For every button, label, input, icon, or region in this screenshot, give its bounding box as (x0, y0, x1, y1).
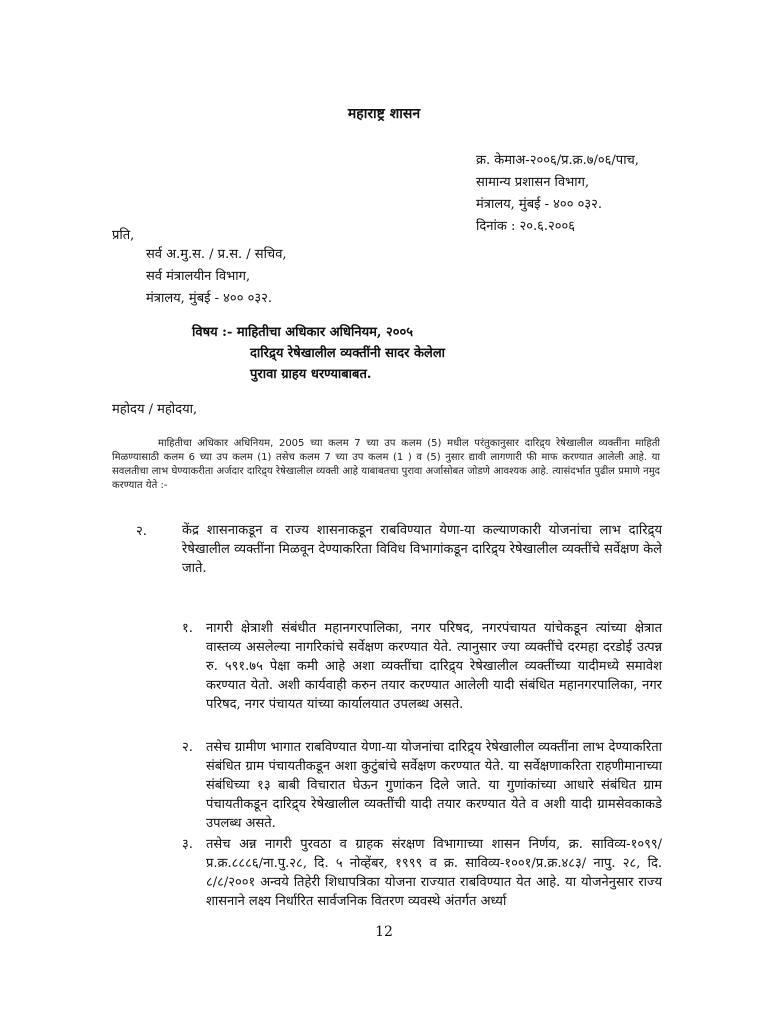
recipient-address (146, 244, 287, 310)
list-item-number: ३. (182, 837, 193, 852)
list-item-number: १. (182, 621, 193, 636)
list-item (182, 619, 662, 714)
intro-paragraph: माहितीचा अधिकार अधिनियम, 2005 च्या कलम 7 च्या उप कलम (5) मधील परंतुकानुसार दारिद्र्य रेषेखालील व्यक्तींना माहिती मिळण्यासाठी कलम 6 च्या उप कलम (1) तसेच कलम 7 च्या उप कलम (1 ) व (5) नुसार द्यावी लागणारी फी माफ करण्यात आलेली आहे. या सवलतीचा लाभ घेण्याकरीता अर्जदार दारिद्र्य रेषेखालील व्यक्ती आहे याबाबतचा पुरावा अर्जासोबत जोडणे आवश्यक आहे. त्यासंदर्भात पुढील प्रमाणे नमुद करण्यात येते :- (112, 438, 660, 491)
list-item (182, 835, 662, 911)
department-name: सामान्य प्रशासन विभाग, (476, 175, 590, 190)
list-item-number: २. (182, 740, 193, 755)
document-date: दिनांक : २०.६.२००६ (476, 219, 576, 234)
list-item-text: नागरी क्षेत्राशी संबंधीत महानगरपालिका, नगर परिषद, नगरपंचायत यांचेकडून त्यांच्या क्षेत्रात वास्तव्य असलेल्या नागरिकांचे सर्वेक्षण करण्यात येते. त्यानुसार ज्या व्यक्तींचे दरमहा दरडोई उत्पन्न रु. ५९१.७५ पेक्षा कमी आहे अशा व्यक्तींचा दारिद्र्य रेषेखालील व्यक्तींच्या यादीमध्ये समावेश करण्यात येतो. अशी कार्यवाही करुन तयार करण्यात आलेली यादी संबंधित महानगरपालिका, नगर परिषद, नगर पंचायत यांच्या कार्यालयात उपलब्ध असते. (206, 621, 662, 712)
recipient-line: सर्व मंत्रालयीन विभाग, (146, 269, 251, 284)
reference-number: क्र. केमाअ-२००६/प्र.क्र.७/०६/पाच, (476, 153, 639, 168)
office-address: मंत्रालय, मुंबई - ४०० ०३२. (476, 197, 602, 212)
recipient-line: सर्व अ.मु.स. / प्र.स. / सचिव, (146, 247, 287, 262)
paragraph-number: २. (136, 524, 147, 539)
subject-block (192, 322, 445, 385)
subject-line: पुरावा ग्राहय धरण्याबाबत. (250, 367, 372, 382)
recipient-line: मंत्रालय, मुंबई - ४०० ०३२. (146, 291, 272, 306)
list-item-text: तसेच ग्रामीण भागात राबविण्यात येणा-या योजनांचा दारिद्र्य रेषेखालील व्यक्तींना लाभ देण्याकरिता संबंधित ग्राम पंचायतीकडून अशा कुटुंबांचे सर्वेक्षण करण्यात येते. या सर्वेक्षणाकरिता राहणीमानाच्या संबंधिच्या १३ बाबी विचारात घेऊन गुणांकन दिले जाते. या गुणांकांच्या आधारे संबंधित ग्राम पंचायतीकडून दारिद्र्य रेषेखालील व्यक्तींची यादी तयार करण्यात येते व अशी यादी ग्रामसेवकाकडे उपलब्ध असते. (206, 740, 662, 831)
page-number: 12 (375, 924, 393, 940)
salutation: महोदय / महोदया, (112, 402, 198, 417)
recipient-label: प्रति, (112, 228, 135, 243)
paragraph-text: केंद्र शासनाकडून व राज्य शासनाकडून राबविण्यात येणा-या कल्याणकारी योजनांचा लाभ दारिद्र्य रेषेखालील व्यक्तींना मिळवून देण्याकरिता विविध विभागांकडून दारिद्र्य रेषेखालील व्यक्तींचे सर्वेक्षण केले जाते. (182, 523, 662, 576)
list-item (182, 738, 662, 833)
list-item-text: तसेच अन्न नागरी पुरवठा व ग्राहक संरक्षण विभागाच्या शासन निर्णय, क्र. साविव्य-१०९९/प्र.क्र.८८८६/ना.पु.२८, दि. ५ नोव्हेंबर, १९९९ व क्र. साविव्य-१००१/प्र.क्र.४८३/ नापु. २८, दि. ८/८/२००१ अन्वये तिहेरी शिधापत्रिका योजना राज्यात राबविण्यात येत आहे. या योजनेनुसार राज्य शासनाने लक्ष्य निर्धारित सार्वजनिक वितरण व्यवस्थे अंतर्गत अर्ध्या (206, 837, 662, 909)
subject-line: विषय :- माहितीचा अधिकार अधिनियम, २००५ (192, 325, 414, 340)
document-title: महाराष्ट्र शासन (347, 106, 421, 122)
subject-line: दारिद्र्य रेषेखालील व्यक्तींनी सादर केलेला (250, 346, 445, 361)
reference-block (476, 150, 639, 238)
